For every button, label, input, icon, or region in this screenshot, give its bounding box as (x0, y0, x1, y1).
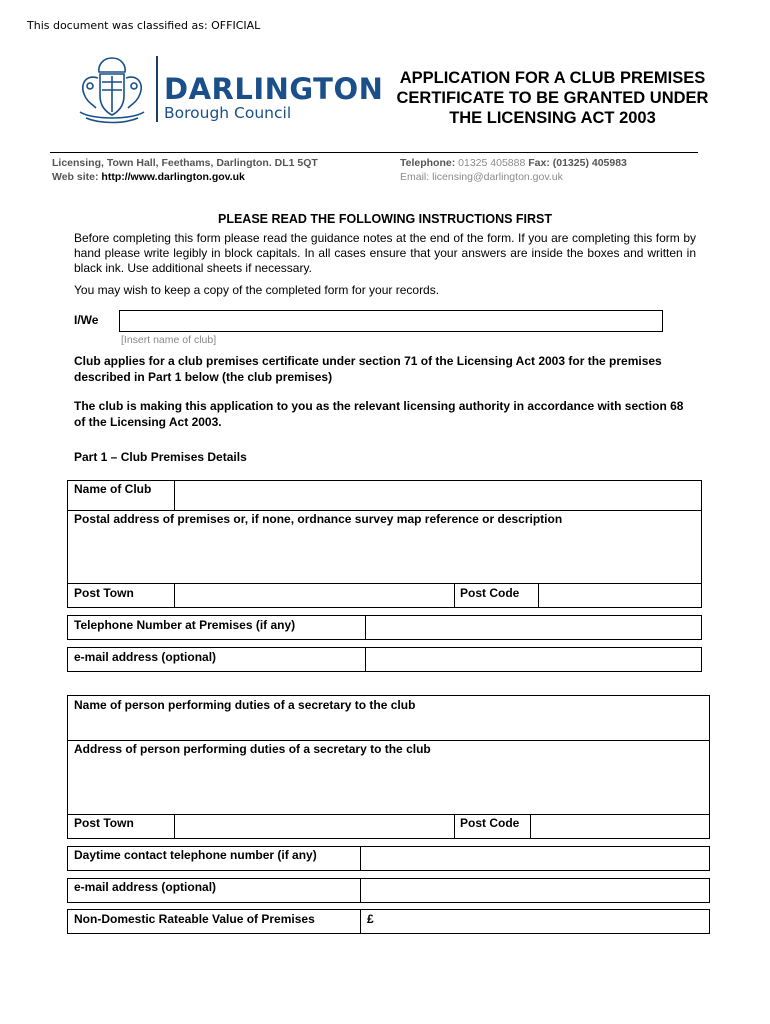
secretary-address-label: Address of person performing duties of a secretary to the club (74, 742, 431, 756)
classification-label: This document was classified as: OFFICIAL (27, 19, 261, 32)
contact-left (52, 156, 318, 184)
telephone-value: 01325 405888 (458, 157, 526, 169)
part1-heading: Part 1 – Club Premises Details (74, 450, 247, 464)
website-link[interactable]: http://www.darlington.gov.uk (101, 171, 245, 183)
post-code-input[interactable] (538, 583, 702, 608)
secretary-email-input[interactable] (360, 878, 710, 903)
secretary-post-code-label: Post Code (460, 816, 520, 830)
email-input[interactable] (365, 647, 702, 672)
secretary-email-label: e-mail address (optional) (74, 880, 217, 894)
email-label: Email: (400, 171, 430, 183)
form-title: APPLICATION FOR A CLUB PREMISES CERTIFICATE TO BE GRANTED UNDER THE LICENSING ACT 2003 (396, 69, 709, 127)
rateable-value-input[interactable] (360, 909, 710, 934)
website-label: Web site: (52, 171, 99, 183)
name-of-club-input[interactable] (174, 480, 702, 511)
fax-label: Fax: (528, 157, 550, 169)
daytime-phone-label: Daytime contact telephone number (if any) (74, 848, 317, 862)
post-code-label: Post Code (460, 586, 520, 600)
club-applies-statement: Club applies for a club premises certificate under section 71 of the Licensing Act 2003 for the premises described in Part 1 below (the club premises) (74, 354, 662, 384)
email-link[interactable]: licensing@darlington.gov.uk (432, 171, 563, 183)
secretary-post-code-input[interactable] (530, 814, 710, 839)
club-name-hint: [Insert name of club] (121, 334, 217, 346)
postal-address-label: Postal address of premises or, if none, ordnance survey map reference or description (74, 512, 563, 526)
instructions-heading: PLEASE READ THE FOLLOWING INSTRUCTIONS FIRST (217, 212, 553, 226)
secretary-name-label: Name of person performing duties of a secretary to the club (74, 698, 416, 712)
telephone-label: Telephone: (400, 157, 456, 169)
fax-value: (01325) 405983 (552, 157, 627, 169)
contact-address: Licensing, Town Hall, Feethams, Darlington. DL1 5QT (52, 157, 318, 169)
club-making-statement: The club is making this application to you as the relevant licensing authority in accordance with section 68 of the Licensing Act 2003. (74, 399, 684, 429)
secretary-post-town-input[interactable] (174, 814, 455, 839)
logo-subtitle: Borough Council (164, 104, 292, 122)
keep-copy-note: You may wish to keep a copy of the completed form for your records. (74, 283, 440, 297)
iwe-label: I/We (74, 313, 99, 327)
secretary-post-town-label: Post Town (74, 816, 134, 830)
telephone-label: Telephone Number at Premises (if any) (74, 618, 296, 632)
logo-divider (156, 56, 158, 122)
crest-icon (72, 52, 152, 128)
contact-right (400, 156, 627, 184)
currency-symbol: £ (367, 912, 374, 926)
rateable-value-label: Non-Domestic Rateable Value of Premises (74, 912, 315, 926)
header-divider (50, 152, 698, 153)
email-label: e-mail address (optional) (74, 650, 217, 664)
logo-name: DARLINGTON (164, 72, 384, 106)
council-logo (72, 52, 384, 130)
instructions-paragraph: Before completing this form please read the guidance notes at the end of the form. If you are completing this form by hand please write legibly in block capitals. In all cases ensure that your answers are inside the boxes and written in black ink. Use additional sheets if necessary. (74, 231, 696, 275)
post-town-input[interactable] (174, 583, 455, 608)
telephone-input[interactable] (365, 615, 702, 640)
name-of-club-label: Name of Club (74, 482, 152, 496)
daytime-phone-input[interactable] (360, 846, 710, 871)
post-town-label: Post Town (74, 586, 134, 600)
club-name-input[interactable] (119, 310, 663, 332)
